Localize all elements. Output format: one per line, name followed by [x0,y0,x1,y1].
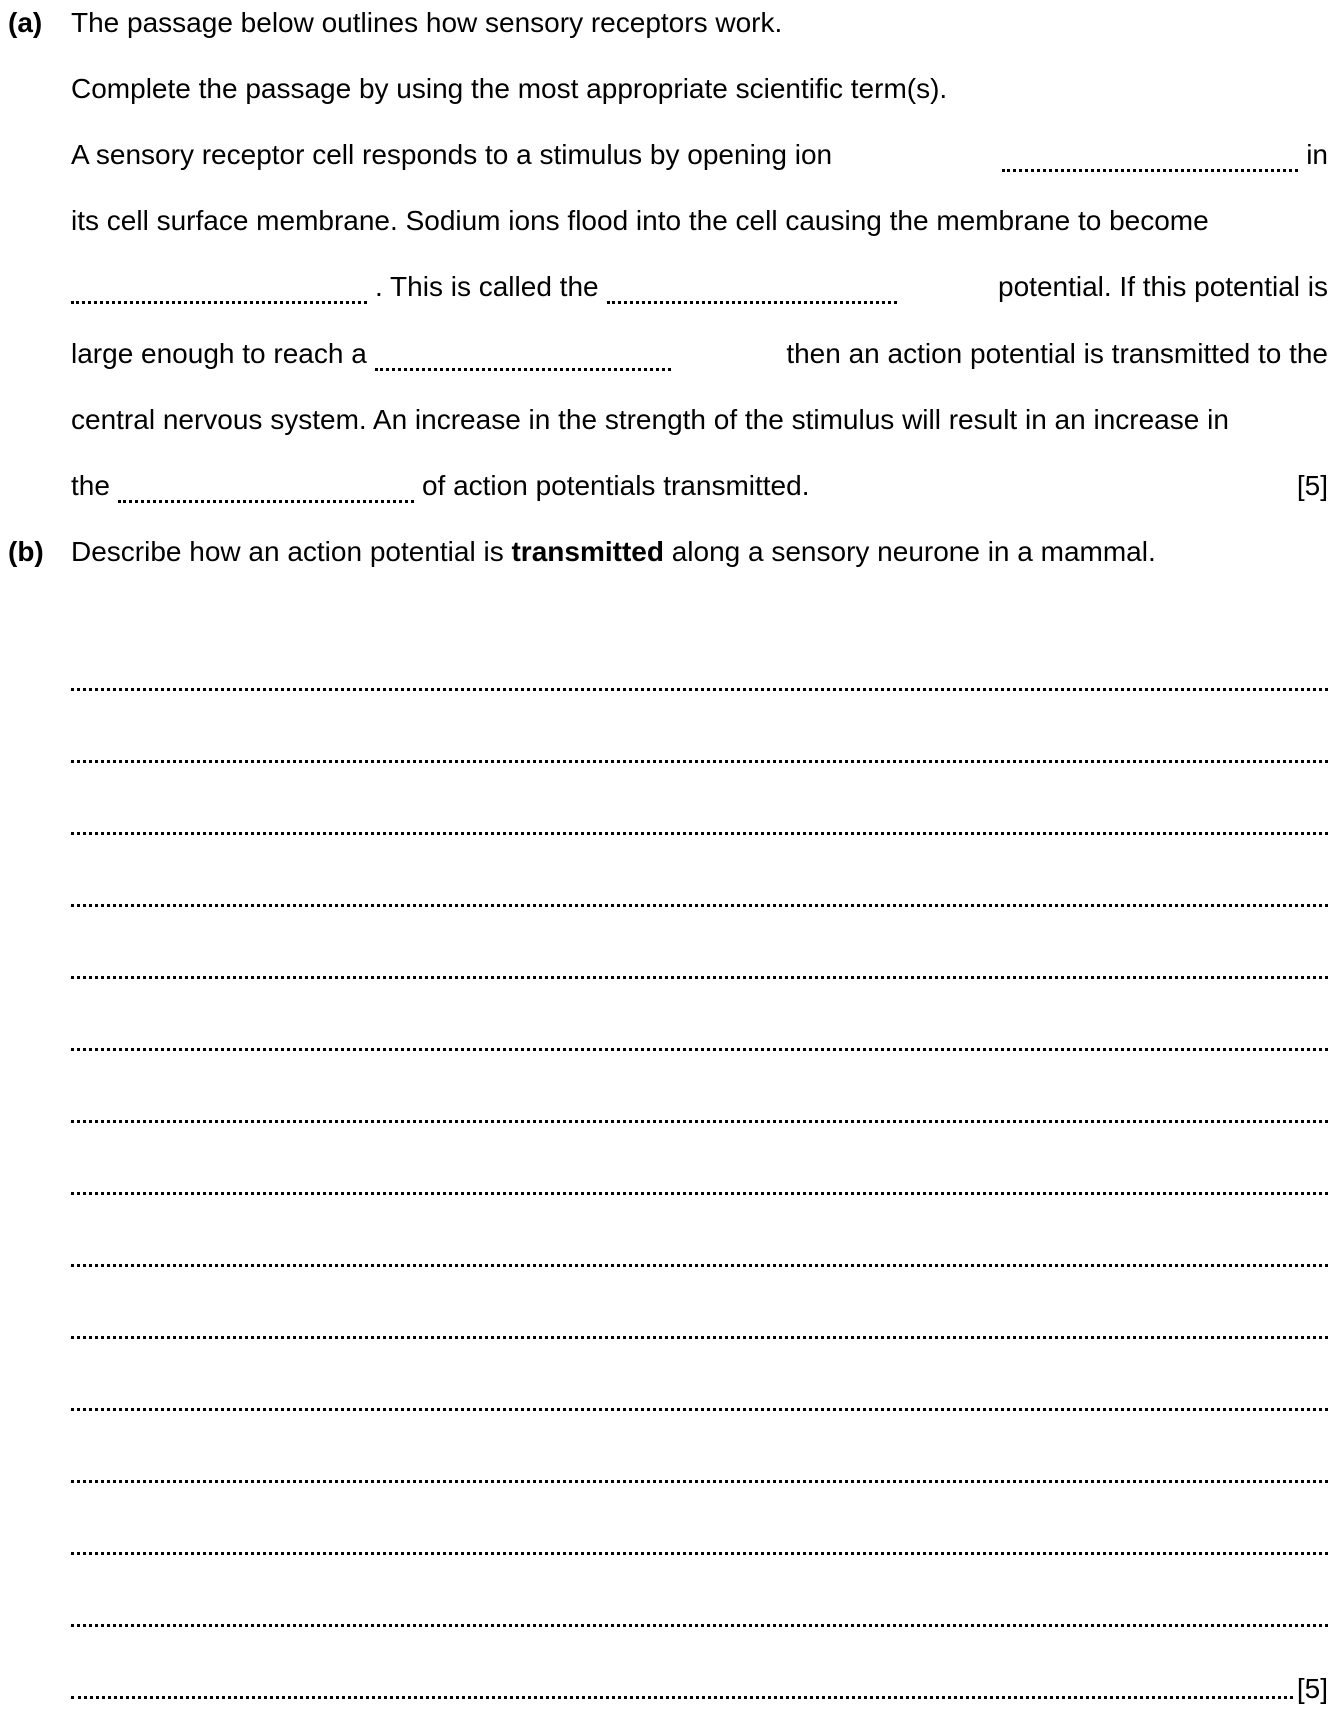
answer-line[interactable] [71,756,1328,763]
blank-4[interactable] [375,346,671,371]
part-a-marks: [5] [1296,470,1328,501]
passage-line-2 [71,204,1328,238]
part-b-label: (b) [8,536,44,567]
passage-line-1-text: A sensory receptor cell responds to a stimulus by opening ion [71,139,833,170]
part-a-intro: The passage below outlines how sensory receptors work. [71,7,783,38]
part-a-label: (a) [8,7,43,38]
passage-line-6-start: the [71,470,110,501]
passage-line-5-text: central nervous system. An increase in the strength of the stimulus will result in an increase in [71,404,1229,435]
answer-line[interactable] [71,1692,1293,1699]
answer-line[interactable] [71,1188,1328,1195]
blank-3[interactable] [607,279,897,304]
blank-2[interactable] [71,279,367,304]
part-b-question-bold: transmitted [511,536,664,567]
blank-5[interactable] [118,478,414,503]
answer-line[interactable] [71,1476,1328,1483]
answer-line[interactable] [71,1332,1328,1339]
passage-line-2-text: its cell surface membrane. Sodium ions flood into the cell causing the membrane to become [71,205,1209,236]
blank-1[interactable] [1002,147,1298,172]
part-b-question-post: along a sensory neurone in a mammal. [663,536,1156,567]
answer-line[interactable] [71,828,1328,835]
passage-line-4-end: then an action potential is transmitted to the [786,338,1328,369]
answer-line[interactable] [71,1260,1328,1267]
answer-line[interactable] [71,1548,1328,1555]
answer-line[interactable] [71,1620,1328,1627]
passage-line-6-end: of action potentials transmitted. [421,470,810,501]
answer-line[interactable] [71,1116,1328,1123]
passage-line-4 [71,337,1328,371]
passage-line-1-end: in [1306,139,1328,170]
answer-line[interactable] [71,684,1328,691]
passage-line-3-end: potential. If this potential is [998,271,1328,302]
passage-line-5 [71,403,1328,437]
passage-line-3 [71,270,1328,304]
passage-line-4-start: large enough to reach a [71,338,367,369]
answer-line[interactable] [71,972,1328,979]
answer-line[interactable] [71,1404,1328,1411]
answer-line[interactable] [71,900,1328,907]
passage-line-1 [71,138,1328,172]
answer-line[interactable] [71,1044,1328,1051]
part-b-question [71,535,1156,569]
passage-line-6 [71,469,1328,503]
passage-line-3-mid: . This is called the [375,271,599,302]
part-b-question-pre: Describe how an action potential is [71,536,512,567]
part-a-instruction: Complete the passage by using the most appropriate scientific term(s). [71,73,948,104]
part-b-marks: [5] [1296,1673,1328,1704]
